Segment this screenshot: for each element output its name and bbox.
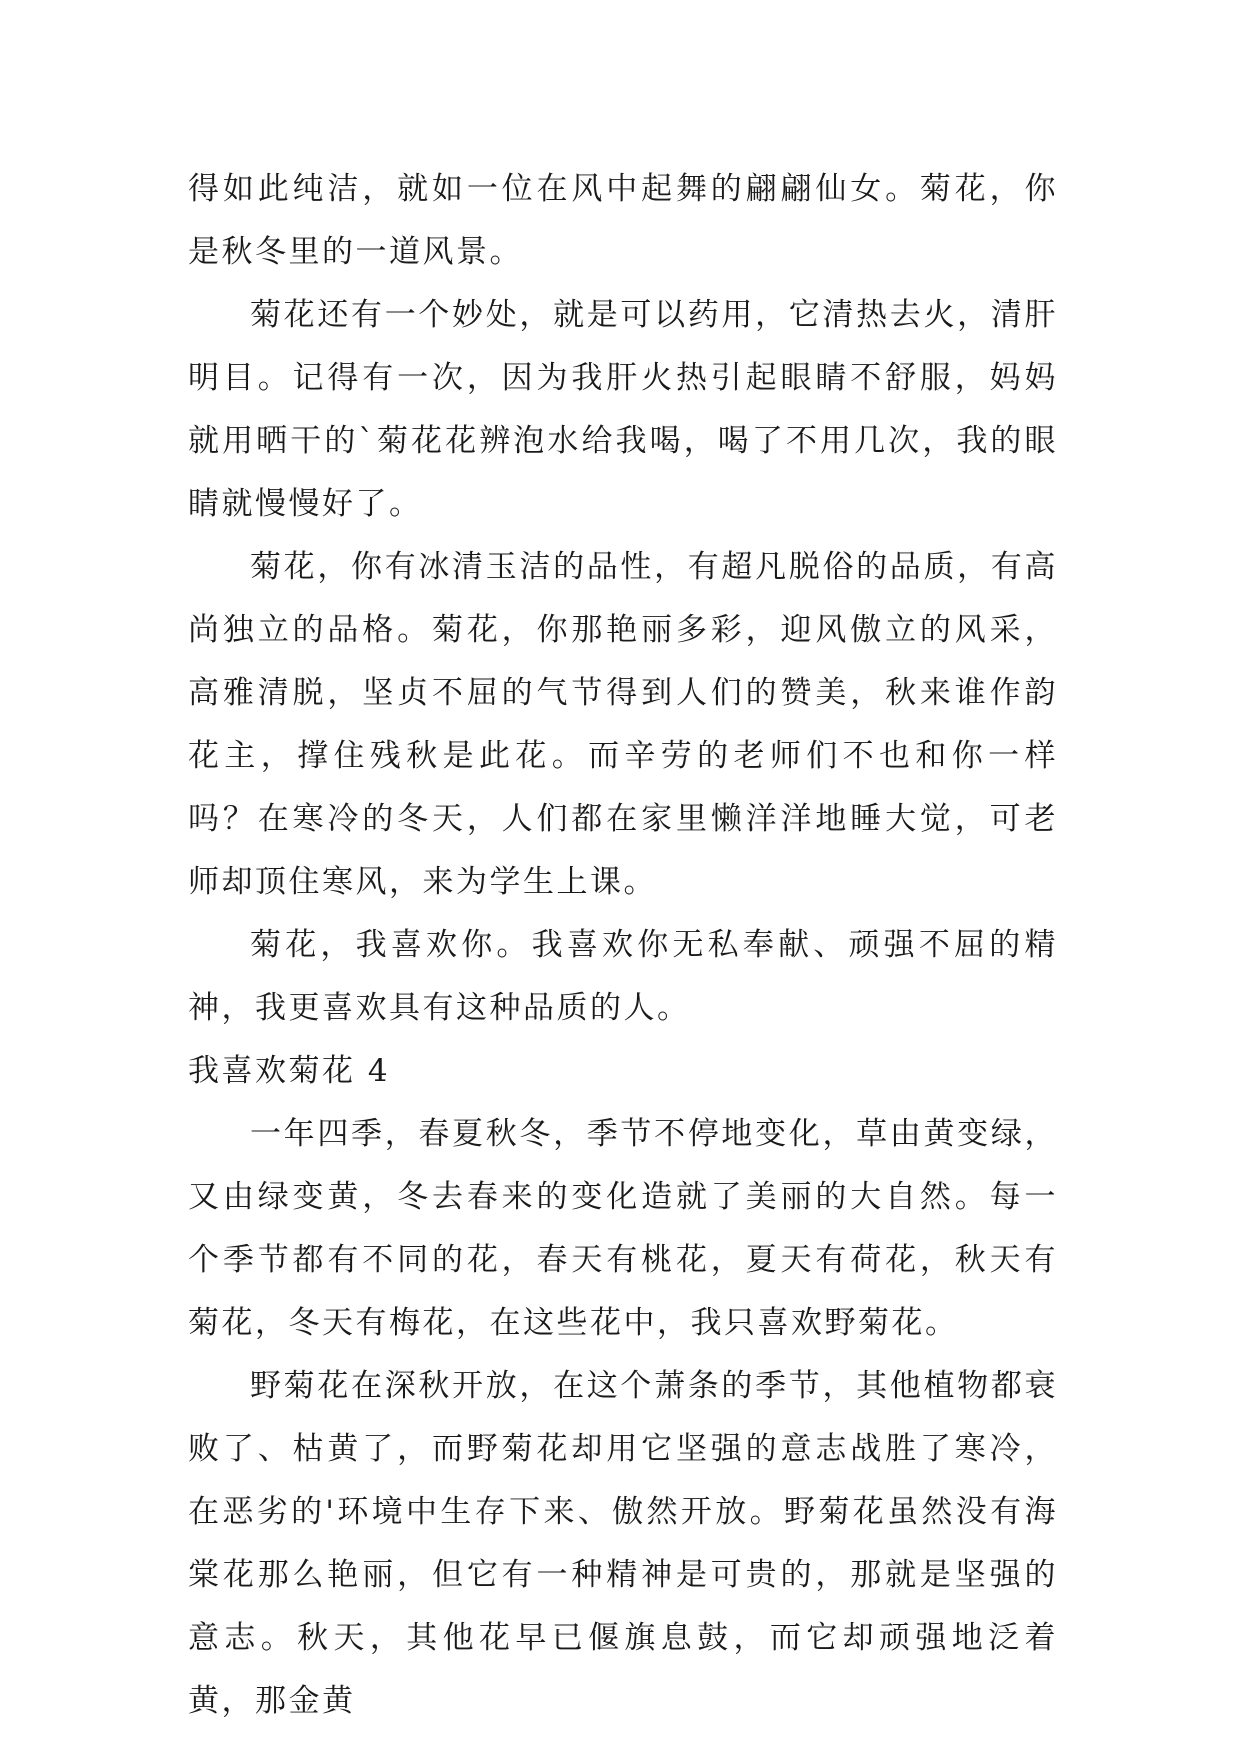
paragraph-3: 菊花，你有冰清玉洁的品性，有超凡脱俗的品质，有高尚独立的品格。菊花，你那艳丽多彩，迎风傲立的风采，高雅清脱，坚贞不屈的气节得到人们的赞美，秋来谁作韵花主，撑住残秋是此花。而辛劳的老师们不也和你一样吗？在寒冷的冬天，人们都在家里懒洋洋地睡大觉，可老师却顶住寒风，来为学生上课。 — [188, 549, 1058, 900]
paragraph-4: 菊花，我喜欢你。我喜欢你无私奉献、顽强不屈的精神，我更喜欢具有这种品质的人。 — [188, 927, 1058, 1026]
paragraph-5: 一年四季，春夏秋冬，季节不停地变化，草由黄变绿，又由绿变黄，冬去春来的变化造就了美丽的大自然。每一个季节都有不同的花，春天有桃花，夏天有荷花，秋天有菊花，冬天有梅花，在这些花中，我只喜欢野菊花。 — [188, 1116, 1058, 1341]
paragraph-6: 野菊花在深秋开放，在这个萧条的季节，其他植物都衰败了、枯黄了，而野菊花却用它坚强的意志战胜了寒冷，在恶劣的'环境中生存下来、傲然开放。野菊花虽然没有海棠花那么艳丽，但它有一种精神是可贵的，那就是坚强的意志。秋天，其他花早已偃旗息鼓，而它却顽强地泛着黄，那金黄 — [188, 1368, 1058, 1719]
section-title: 我喜欢菊花 4 — [188, 1053, 391, 1089]
paragraph-1: 得如此纯洁，就如一位在风中起舞的翩翩仙女。菊花，你是秋冬里的一道风景。 — [188, 171, 1058, 270]
paragraph-2: 菊花还有一个妙处，就是可以药用，它清热去火，清肝明目。记得有一次，因为我肝火热引起眼睛不舒服，妈妈就用晒干的`菊花花辨泡水给我喝，喝了不用几次，我的眼睛就慢慢好了。 — [188, 297, 1058, 522]
document-body — [188, 158, 1058, 1733]
